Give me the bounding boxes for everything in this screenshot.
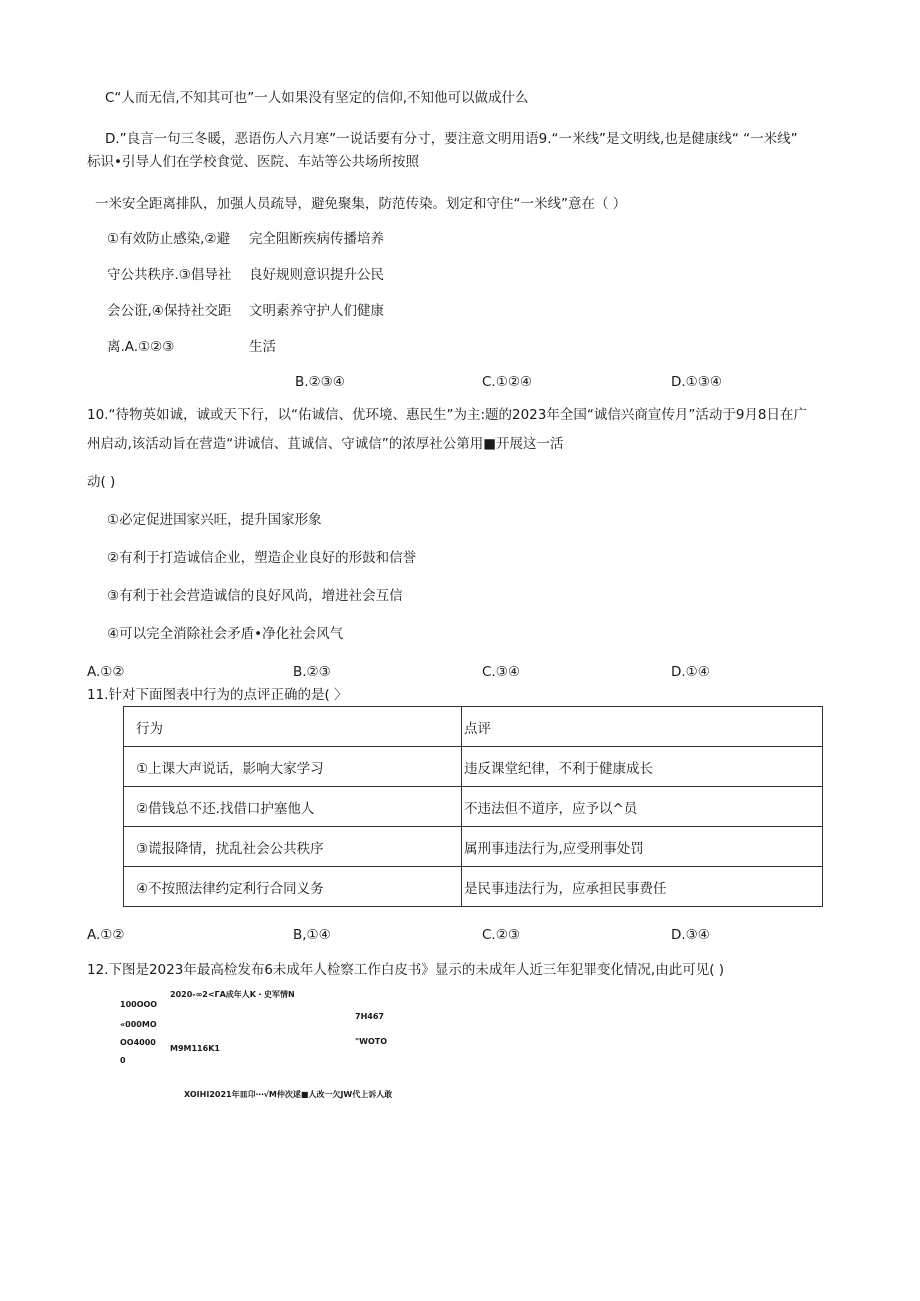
q10-item: ②有利于打造诚信企业，塑造企业良好的形鼓和信誉 [107, 550, 417, 566]
cell-behavior: ③谎报降情，扰乱社会公共秩序 [124, 827, 462, 867]
cell-behavior: ①上课大声说话，影响大家学习 [124, 747, 462, 787]
q9-option-d: D.①③④ [671, 374, 722, 390]
y-tick-label: 100OOO [120, 1000, 158, 1009]
q11-option-c: C.②③ [482, 927, 520, 943]
cell-behavior: ④不按照法律约定利行合同义务 [124, 867, 462, 907]
cell-comment: 是民事违法行为，应承担民事费任 [462, 867, 823, 907]
cell-comment: 不违法但不道序，应予以^员 [462, 787, 823, 827]
q9-left-line: ①有效防止感染,②避 [107, 231, 230, 247]
q9-left-line: 会公诳,④保持社交距 [107, 303, 232, 319]
q9-left-line: 守公共秩序.③倡导社 [107, 267, 232, 283]
q11-option-d: D.③④ [671, 927, 710, 943]
q11-option-b: B,①④ [293, 927, 331, 943]
q10-item: ①必定促进国家兴旺，提升国家形象 [107, 512, 322, 528]
q8-option-d: D.”良言一句三冬暖，恶语伤人六月寒”一说话要有分寸，要注意文明用语9.“一米线”是文明线,也是健康线“ “一米线” [105, 131, 798, 147]
chart-title: 2020-∞2<ΓA成年人K・史军情N [170, 990, 295, 999]
q10-stem-line1: 10.“待物英如诚，诚或天下行，以“佑诚信、优环境、惠民生”为主:题的2023年全国“诚信兴商宣传月”活动于9月8日在广 [87, 407, 808, 423]
y-tick-label: OO4000 [120, 1038, 156, 1047]
q11-option-a: A.①② [87, 927, 125, 943]
q11-stem: 11.针对下面图表中行为的点评正确的是( 〉 [87, 687, 348, 703]
table-row [124, 787, 823, 827]
header-comment: 点评 [462, 707, 823, 747]
q9-option-c: C.①②④ [482, 374, 533, 390]
table-row [124, 747, 823, 787]
table-row [124, 867, 823, 907]
q9-right-line: 完全阻断疾病传播培养 [249, 231, 384, 247]
review-table [123, 706, 823, 907]
data-label: M9M116K1 [170, 1044, 220, 1053]
q9-option-b: B.②③④ [295, 374, 345, 390]
y-tick-label: «000MO [120, 1020, 157, 1029]
table-row [124, 827, 823, 867]
q10-option-a: A.①② [87, 664, 125, 680]
q8-option-c: C“人而无信,不知其可也”一人如果没有坚定的信仰,不知他可以做成什么 [105, 90, 529, 106]
cell-comment: 属刑事违法行为,应受刑事处罚 [462, 827, 823, 867]
q9-right-line: 文明素养守护人们健康 [249, 303, 384, 319]
q8-option-d-continued: 标识•引导人们在学校食觉、医院、车站等公共场所按照 [87, 154, 419, 170]
q10-stem-line3: 动( ) [87, 474, 116, 490]
data-label: 7H467 [355, 1012, 384, 1021]
q10-item: ④可以完全消除社会矛盾•净化社会风气 [107, 626, 344, 642]
q10-option-d: D.①④ [671, 664, 710, 680]
table-header-row [124, 707, 823, 747]
cell-comment: 违反课堂纪律，不利于健康成长 [462, 747, 823, 787]
q12-stem: 12.下图是2023年最高检发布6未成年人检察工作白皮书》显示的未成年人近三年犯罪变化情况,由此可见( ) [87, 962, 725, 978]
q9-right-line: 生活 [249, 339, 276, 355]
chart-legend: XOIHI2021年皿卬⋯√M仲次逑■人改一欠JW代上诉人敢 [184, 1090, 393, 1099]
header-behavior: 行为 [124, 707, 462, 747]
q10-option-c: C.③④ [482, 664, 520, 680]
q10-stem-line2: 州启动,该活动旨在营造“讲诚信、苴诚信、守诚信”的浓厚社公第用■开展这一活 [87, 436, 564, 452]
cell-behavior: ②借钱总不还.找借口护塞他人 [124, 787, 462, 827]
q10-option-b: B.②③ [293, 664, 331, 680]
y-tick-label: 0 [120, 1056, 126, 1065]
data-label: "WOTO [355, 1037, 388, 1046]
q9-right-line: 良好规则意识提升公民 [249, 267, 384, 283]
q10-item: ③有利于社会营造诚信的良好风尚，增进社会互信 [107, 588, 403, 604]
q9-stem: 一米安全距离排队，加强人员疏导，避免聚集，防范传染。划定和守住“一米线”意在（ ） [95, 196, 627, 212]
q9-left-line: 离.A.①②③ [107, 339, 175, 355]
